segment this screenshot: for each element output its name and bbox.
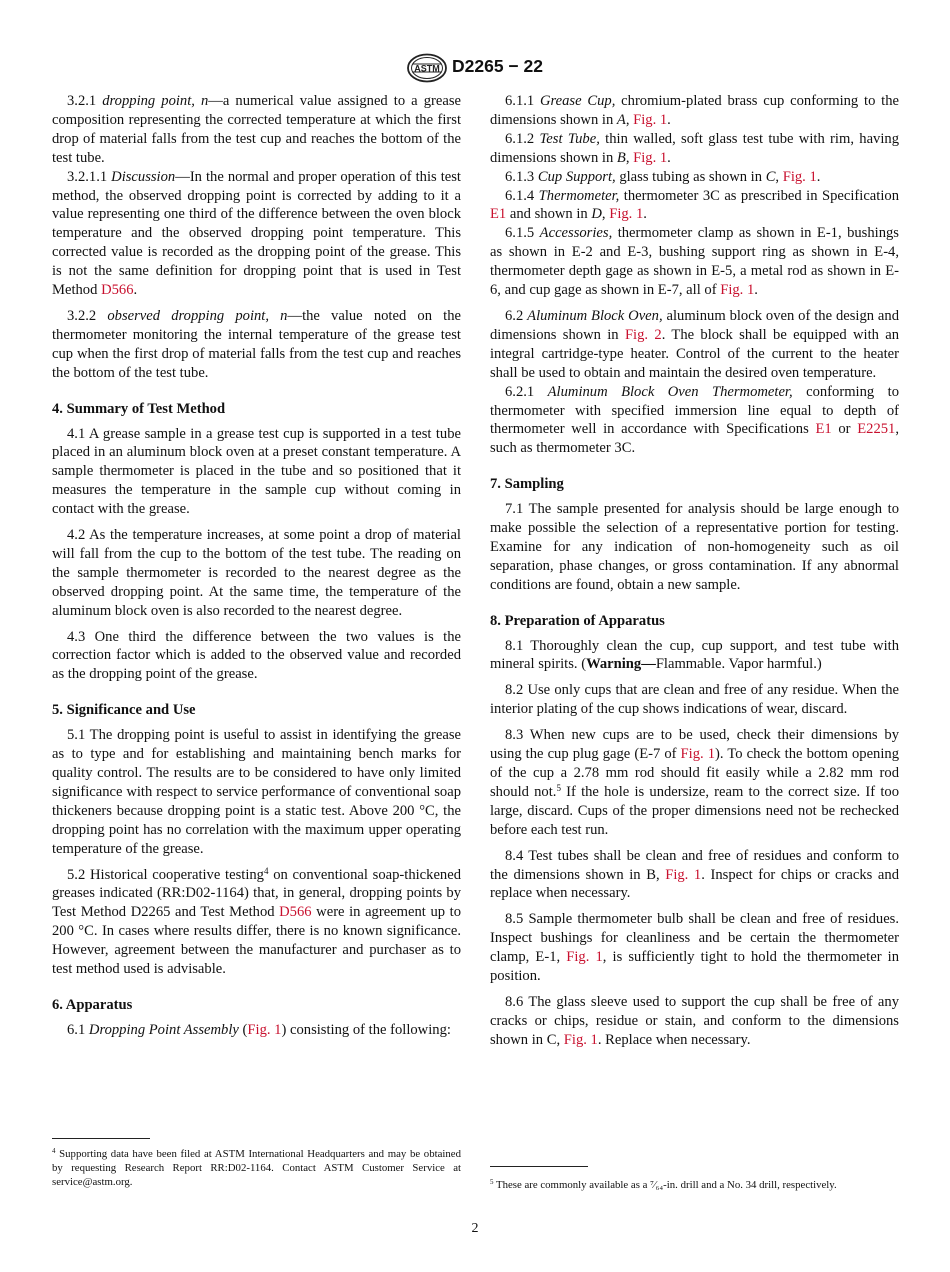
paragraph-8-3: 8.3 When new cups are to be used, check their dimensions by using the cup plug gage (E-7 of Fig. 1). To check the bottom opening of the cup a 2.78 mm rod should fit easily while a 2.82 mm rod should not.$^5$ If the hole is undersize, ream to the correct size. If too large, discard. Cups of the proper dimensions need not be rechecked before each test run. <box>490 727 899 838</box>
link-e2251[interactable]: E2251 <box>857 421 896 438</box>
footnote-5: $^5$ These are commonly available as a ⁷⁄₆₄-in. drill and a No. 34 drill, respectively. <box>490 1178 837 1191</box>
link-fig-1[interactable]: Fig. 1 <box>633 111 668 128</box>
link-d566[interactable]: D566 <box>101 282 134 299</box>
paragraph-8-5: 8.5 Sample thermometer bulb shall be clean and free of residues. Inspect bushings for cleanliness and be certain the thermometer clamp, E-1, Fig. 1, is sufficiently tight to hold the thermometer in position. <box>490 911 900 985</box>
link-fig-1[interactable]: Fig. 1 <box>247 1021 282 1038</box>
paragraph-6-2: 6.2 Aluminum Block Oven, aluminum block oven of the design and dimensions shown in Fig. 2. The block shall be equipped with an integral cartridge-type heater. Control of the current to the heater shall be used to obtain and maintain the desired oven temperature. <box>490 307 900 381</box>
page-number: 2 <box>471 1221 479 1236</box>
paragraph-6-1-5: 6.1.5 Accessories, thermometer clamp as shown in E-1, bushings as shown in E-2 and E-3, bushing support ring as shown in E-4, thermometer depth gage as shown in E-5, a metal rod as shown in E-6, and cup gage as shown in E-7, all of Fig. 1. <box>490 225 899 299</box>
link-e1[interactable]: E1 <box>490 206 507 223</box>
footnote-divider <box>52 1138 150 1139</box>
footnote-ref-5[interactable]: 5 <box>556 782 561 793</box>
paragraph-5-1: 5.1 The dropping point is useful to assist in identifying the grease as to type and for establishing and maintaining bench marks for quality control. The results are to be considered to have only limited significance with respect to service performance of conventional soap thickeners because dropping point is a static test. Above 200 °C, the dropping point has no correlation with the maximum upper operating temperature of the grease. <box>52 727 461 857</box>
footnote-4: $^4$ Supporting data have been filed at ASTM International Headquarters and may be obtained by requesting Research Report RR:D02-1164. Contact ASTM Customer Service at service@astm.org. <box>52 1147 461 1188</box>
footnote-ref-4[interactable]: 4 <box>263 865 269 876</box>
paragraph-3-2-2: 3.2.2 observed dropping point, n—the value noted on the thermometer monitoring the internal temperature of the grease test cup when the first drop of material falls from the test cup and reaches the bottom of the test tube. <box>52 307 462 381</box>
paragraph-6-2-1: 6.2.1 Aluminum Block Oven Thermometer, conforming to thermometer with specified immersion line equal to depth of thermometer well in accordance with Specifications E1 or E2251, such as thermometer 3C. <box>490 383 899 457</box>
section-6-heading: 6. Apparatus <box>52 996 133 1013</box>
paragraph-3-2-1: 3.2.1 dropping point, n—a numerical value assigned to a grease composition representing the corrected temperature at which the first drop of material falls from the test cup and reaches the bottom of the test tube. <box>52 93 461 166</box>
astm-logo-icon <box>406 53 448 88</box>
svg-text:ASTM: ASTM <box>414 63 440 74</box>
link-fig-1[interactable]: Fig. 1 <box>563 1031 598 1048</box>
paragraph-8-1: 8.1 Thoroughly clean the cup, cup support, and test tube with mineral spirits. (Warning—Flammable. Vapor harmful.) <box>490 637 899 673</box>
section-4-heading: 4. Summary of Test Method <box>52 400 226 417</box>
paragraph-6-1: 6.1 Dropping Point Assembly (Fig. 1) consisting of the following: <box>67 1021 451 1038</box>
warning-label: Warning— <box>586 656 656 673</box>
paragraph-8-6: 8.6 The glass sleeve used to support the cup shall be free of any cracks or chips, residue or stain, and conform to the dimensions shown in C, Fig. 1. Replace when necessary. <box>490 993 899 1048</box>
link-fig-1[interactable]: Fig. 1 <box>633 149 668 166</box>
paragraph-6-1-1: 6.1.1 Grease Cup, chromium-plated brass cup conforming to the dimensions shown in A, Fig. 1. <box>490 93 899 128</box>
footnote-divider <box>490 1166 588 1167</box>
paragraph-6-1-2: 6.1.2 Test Tube, thin walled, soft glass test tube with rim, having dimensions shown in B, Fig. 1. <box>490 130 900 166</box>
link-fig-1[interactable]: Fig. 1 <box>782 168 817 185</box>
link-fig-1[interactable]: Fig. 1 <box>609 206 644 223</box>
paragraph-4-2: 4.2 As the temperature increases, at some point a drop of material will fall from the cup to the bottom of the test tube. The reading on the sample thermometer is recorded to the nearest degree as the observed dropping point. At the same time, the temperature of the aluminum block oven is also recorded to the nearest degree. <box>52 527 461 619</box>
paragraph-7-1: 7.1 The sample presented for analysis should be large enough to make possible the selection of a representative portion for testing. Examine for any indication of non-homogeneity such as oil separation, phase changes, or gross contamination. If any abnormal conditions are found, obtain a new sample. <box>490 501 899 593</box>
paragraph-4-3: 4.3 One third the difference between the two values is the correction factor which is added to the observed value and recorded as the dropping point of the grease. <box>52 628 461 683</box>
paragraph-6-1-3: 6.1.3 Cup Support, glass tubing as shown in C, Fig. 1. <box>505 168 821 185</box>
link-fig-1[interactable]: Fig. 1 <box>566 949 603 966</box>
link-fig-1[interactable]: Fig. 1 <box>720 282 755 299</box>
left-column <box>52 92 461 1040</box>
page-header <box>0 52 950 86</box>
right-column <box>490 92 899 1050</box>
paragraph-6-1-4: 6.1.4 Thermometer, thermometer 3C as prescribed in Specification E1 and shown in D, Fig. 1. <box>490 187 899 223</box>
standard-designation: D2265 − 22 <box>452 56 543 76</box>
section-7-heading: 7. Sampling <box>490 476 564 493</box>
section-5-heading: 5. Significance and Use <box>52 702 196 719</box>
paragraph-4-1: 4.1 A grease sample in a grease test cup is supported in a test tube placed in an aluminum block oven at a preset constant temperature. A sample thermometer is placed in the tube and so positioned that it measures the temperature in the sample cup without coming in contact with the grease. <box>52 425 461 518</box>
paragraph-5-2: 5.2 Historical cooperative testing$^4$ on conventional soap-thickened greases indicated (RR:D02-1164) that, in general, dropping points by Test Method D2265 and Test Method D566 were in agreement up to 200 °C. In cases where results differ, there is no known significance. However, agreement between the manufacturer and purchaser as to test method used is advisable. <box>52 865 461 978</box>
section-8-heading: 8. Preparation of Apparatus <box>490 612 665 629</box>
link-d566[interactable]: D566 <box>279 904 312 921</box>
paragraph-8-2: 8.2 Use only cups that are clean and free of any residue. When the interior plating of the cup shows indications of wear, discard. <box>490 682 899 718</box>
link-fig-2[interactable]: Fig. 2 <box>624 326 662 343</box>
link-e1[interactable]: E1 <box>815 421 832 438</box>
paragraph-8-4: 8.4 Test tubes shall be clean and free of residues and conform to the dimensions shown in B, Fig. 1. Inspect for chips or cracks and replace when necessary. <box>490 847 899 902</box>
link-fig-1[interactable]: Fig. 1 <box>665 866 702 883</box>
paragraph-3-2-1-1: 3.2.1.1 Discussion—In the normal and proper operation of this test method, the observed dropping point is corrected by adding to it a value representing one third of the difference between the oven block temperature and the observed dropping point temperature. This corrected value is recorded as the dropping point of the grease. This is not the same definition for dropping point that is used in Test Method D566. <box>52 168 461 299</box>
link-fig-1[interactable]: Fig. 1 <box>680 746 716 763</box>
